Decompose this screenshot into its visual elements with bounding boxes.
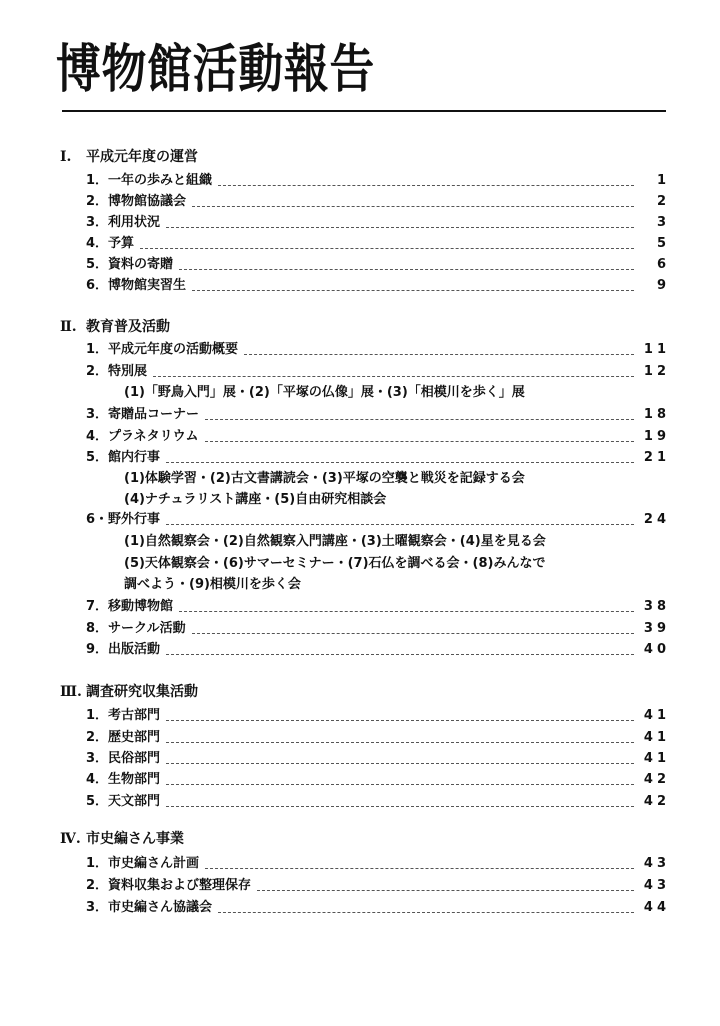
- page-title: 博物館活動報告: [56, 40, 376, 100]
- toc-subentry: (4)ナチュラリスト講座・(5)自由研究相談会: [124, 492, 387, 507]
- toc-entry-page: 19: [643, 429, 670, 444]
- dot-leader: [218, 184, 634, 186]
- toc-entry-page: 2: [656, 194, 670, 209]
- section-title: 調査研究収集活動: [86, 684, 198, 700]
- toc-entry-page: 18: [643, 407, 670, 422]
- toc-entry-label: 2．歴史部門: [86, 730, 161, 745]
- toc-entry[interactable]: [86, 193, 670, 211]
- toc-entry[interactable]: [86, 641, 670, 659]
- dot-leader: [244, 353, 634, 355]
- toc-entry-page: 44: [643, 900, 670, 915]
- dot-leader: [179, 610, 634, 612]
- toc-entry-page: 43: [643, 856, 670, 871]
- toc-entry[interactable]: [86, 511, 670, 529]
- toc-entry[interactable]: [86, 172, 670, 190]
- toc-entry-page: 9: [656, 278, 670, 293]
- toc-subentry: (5)天体観察会・(6)サマーセミナー・(7)石仏を調べる会・(8)みんなで: [124, 556, 546, 571]
- toc-entry-page: 3: [656, 215, 670, 230]
- toc-entry[interactable]: [86, 750, 670, 768]
- toc-subentry: (1)「野鳥入門」展・(2)「平塚の仏像」展・(3)「相模川を歩く」展: [124, 385, 525, 400]
- toc-entry-label: 2．特別展: [86, 364, 148, 379]
- toc-subentry: (1)体験学習・(2)古文書講読会・(3)平塚の空襲と戦災を記録する会: [124, 471, 525, 486]
- section-numeral: Ⅱ.: [60, 319, 77, 335]
- toc-entry-label: 8．サークル活動: [86, 621, 186, 636]
- toc-entry-page: 12: [643, 364, 670, 379]
- toc-entry-page: 1: [656, 173, 670, 188]
- toc-entry-label: 6．博物館実習生: [86, 278, 187, 293]
- dot-leader: [192, 205, 634, 207]
- toc-entry-page: 21: [643, 450, 670, 465]
- toc-entry-page: 41: [643, 751, 670, 766]
- toc-entry-label: 2．博物館協議会: [86, 194, 187, 209]
- toc-entry-label: 1．考古部門: [86, 708, 161, 723]
- section-numeral: Ⅲ.: [60, 684, 82, 700]
- toc-entry-label: 4．予算: [86, 236, 135, 251]
- dot-leader: [205, 418, 634, 420]
- toc-entry-label: 2．資料収集および整理保存: [86, 878, 252, 893]
- dot-leader: [166, 762, 634, 764]
- toc-entry[interactable]: [86, 449, 670, 467]
- toc-entry-label: 3．民俗部門: [86, 751, 161, 766]
- toc-entry-label: 5．天文部門: [86, 794, 161, 809]
- dot-leader: [205, 867, 634, 869]
- toc-entry-label: 4．プラネタリウム: [86, 429, 199, 444]
- toc-entry-page: 39: [643, 621, 670, 636]
- section-title: 市史編さん事業: [86, 831, 184, 847]
- toc-entry[interactable]: [86, 256, 670, 274]
- toc-entry[interactable]: [86, 341, 670, 359]
- toc-entry[interactable]: [86, 707, 670, 725]
- toc-entry-page: 41: [643, 730, 670, 745]
- toc-subentry: 調べよう・(9)相模川を歩く会: [124, 577, 301, 592]
- section-title: 平成元年度の運営: [86, 149, 198, 165]
- toc-entry[interactable]: [86, 729, 670, 747]
- toc-entry-page: 42: [643, 772, 670, 787]
- toc-entry-label: 7．移動博物館: [86, 599, 174, 614]
- toc-entry-page: 6: [656, 257, 670, 272]
- toc-entry[interactable]: [86, 771, 670, 789]
- dot-leader: [179, 268, 634, 270]
- dot-leader: [257, 889, 634, 891]
- toc-entry[interactable]: [86, 598, 670, 616]
- toc-entry-label: 3．利用状況: [86, 215, 161, 230]
- toc-entry-page: 42: [643, 794, 670, 809]
- dot-leader: [192, 289, 634, 291]
- toc-entry[interactable]: [86, 235, 670, 253]
- toc-entry-page: 40: [643, 642, 670, 657]
- dot-leader: [166, 523, 634, 525]
- toc-entry[interactable]: [86, 406, 670, 424]
- toc-entry[interactable]: [86, 363, 670, 381]
- dot-leader: [166, 805, 634, 807]
- section-numeral: Ⅰ.: [60, 149, 72, 165]
- section-heading: [60, 683, 198, 701]
- toc-entry-label: 5．館内行事: [86, 450, 161, 465]
- toc-entry-page: 24: [643, 512, 670, 527]
- toc-entry-page: 43: [643, 878, 670, 893]
- toc-entry-page: 41: [643, 708, 670, 723]
- dot-leader: [140, 247, 634, 249]
- toc-entry-page: 5: [656, 236, 670, 251]
- dot-leader: [166, 783, 634, 785]
- dot-leader: [166, 461, 634, 463]
- dot-leader: [166, 741, 634, 743]
- dot-leader: [218, 911, 634, 913]
- toc-entry-label: 3．市史編さん協議会: [86, 900, 213, 915]
- section-numeral: Ⅳ.: [60, 831, 81, 847]
- toc-entry[interactable]: [86, 793, 670, 811]
- dot-leader: [166, 719, 634, 721]
- toc-entry-label: 5．資料の寄贈: [86, 257, 174, 272]
- toc-entry-page: 38: [643, 599, 670, 614]
- toc-entry[interactable]: [86, 899, 670, 917]
- dot-leader: [192, 632, 634, 634]
- toc-entry-label: 1．一年の歩みと組織: [86, 173, 213, 188]
- section-title: 教育普及活動: [86, 319, 170, 335]
- section-heading: [60, 318, 170, 336]
- toc-entry-label: 3．寄贈品コーナー: [86, 407, 200, 422]
- toc-entry-label: 9．出版活動: [86, 642, 161, 657]
- toc-entry-label: 6・野外行事: [86, 512, 161, 527]
- toc-entry[interactable]: [86, 214, 670, 232]
- toc-entry[interactable]: [86, 877, 670, 895]
- dot-leader: [166, 653, 634, 655]
- toc-entry-label: 4．生物部門: [86, 772, 161, 787]
- toc-entry[interactable]: [86, 620, 670, 638]
- dot-leader: [205, 440, 634, 442]
- section-heading: [60, 830, 184, 848]
- dot-leader: [153, 375, 634, 377]
- toc-entry[interactable]: [86, 428, 670, 446]
- toc-subentry: (1)自然観察会・(2)自然観察入門講座・(3)土曜観察会・(4)星を見る会: [124, 534, 546, 549]
- toc-entry-label: 1．平成元年度の活動概要: [86, 342, 239, 357]
- toc-entry[interactable]: [86, 277, 670, 295]
- dot-leader: [166, 226, 634, 228]
- section-heading: [60, 148, 198, 166]
- toc-entry[interactable]: [86, 855, 670, 873]
- toc-entry-page: 11: [643, 342, 670, 357]
- toc-entry-label: 1．市史編さん計画: [86, 856, 200, 871]
